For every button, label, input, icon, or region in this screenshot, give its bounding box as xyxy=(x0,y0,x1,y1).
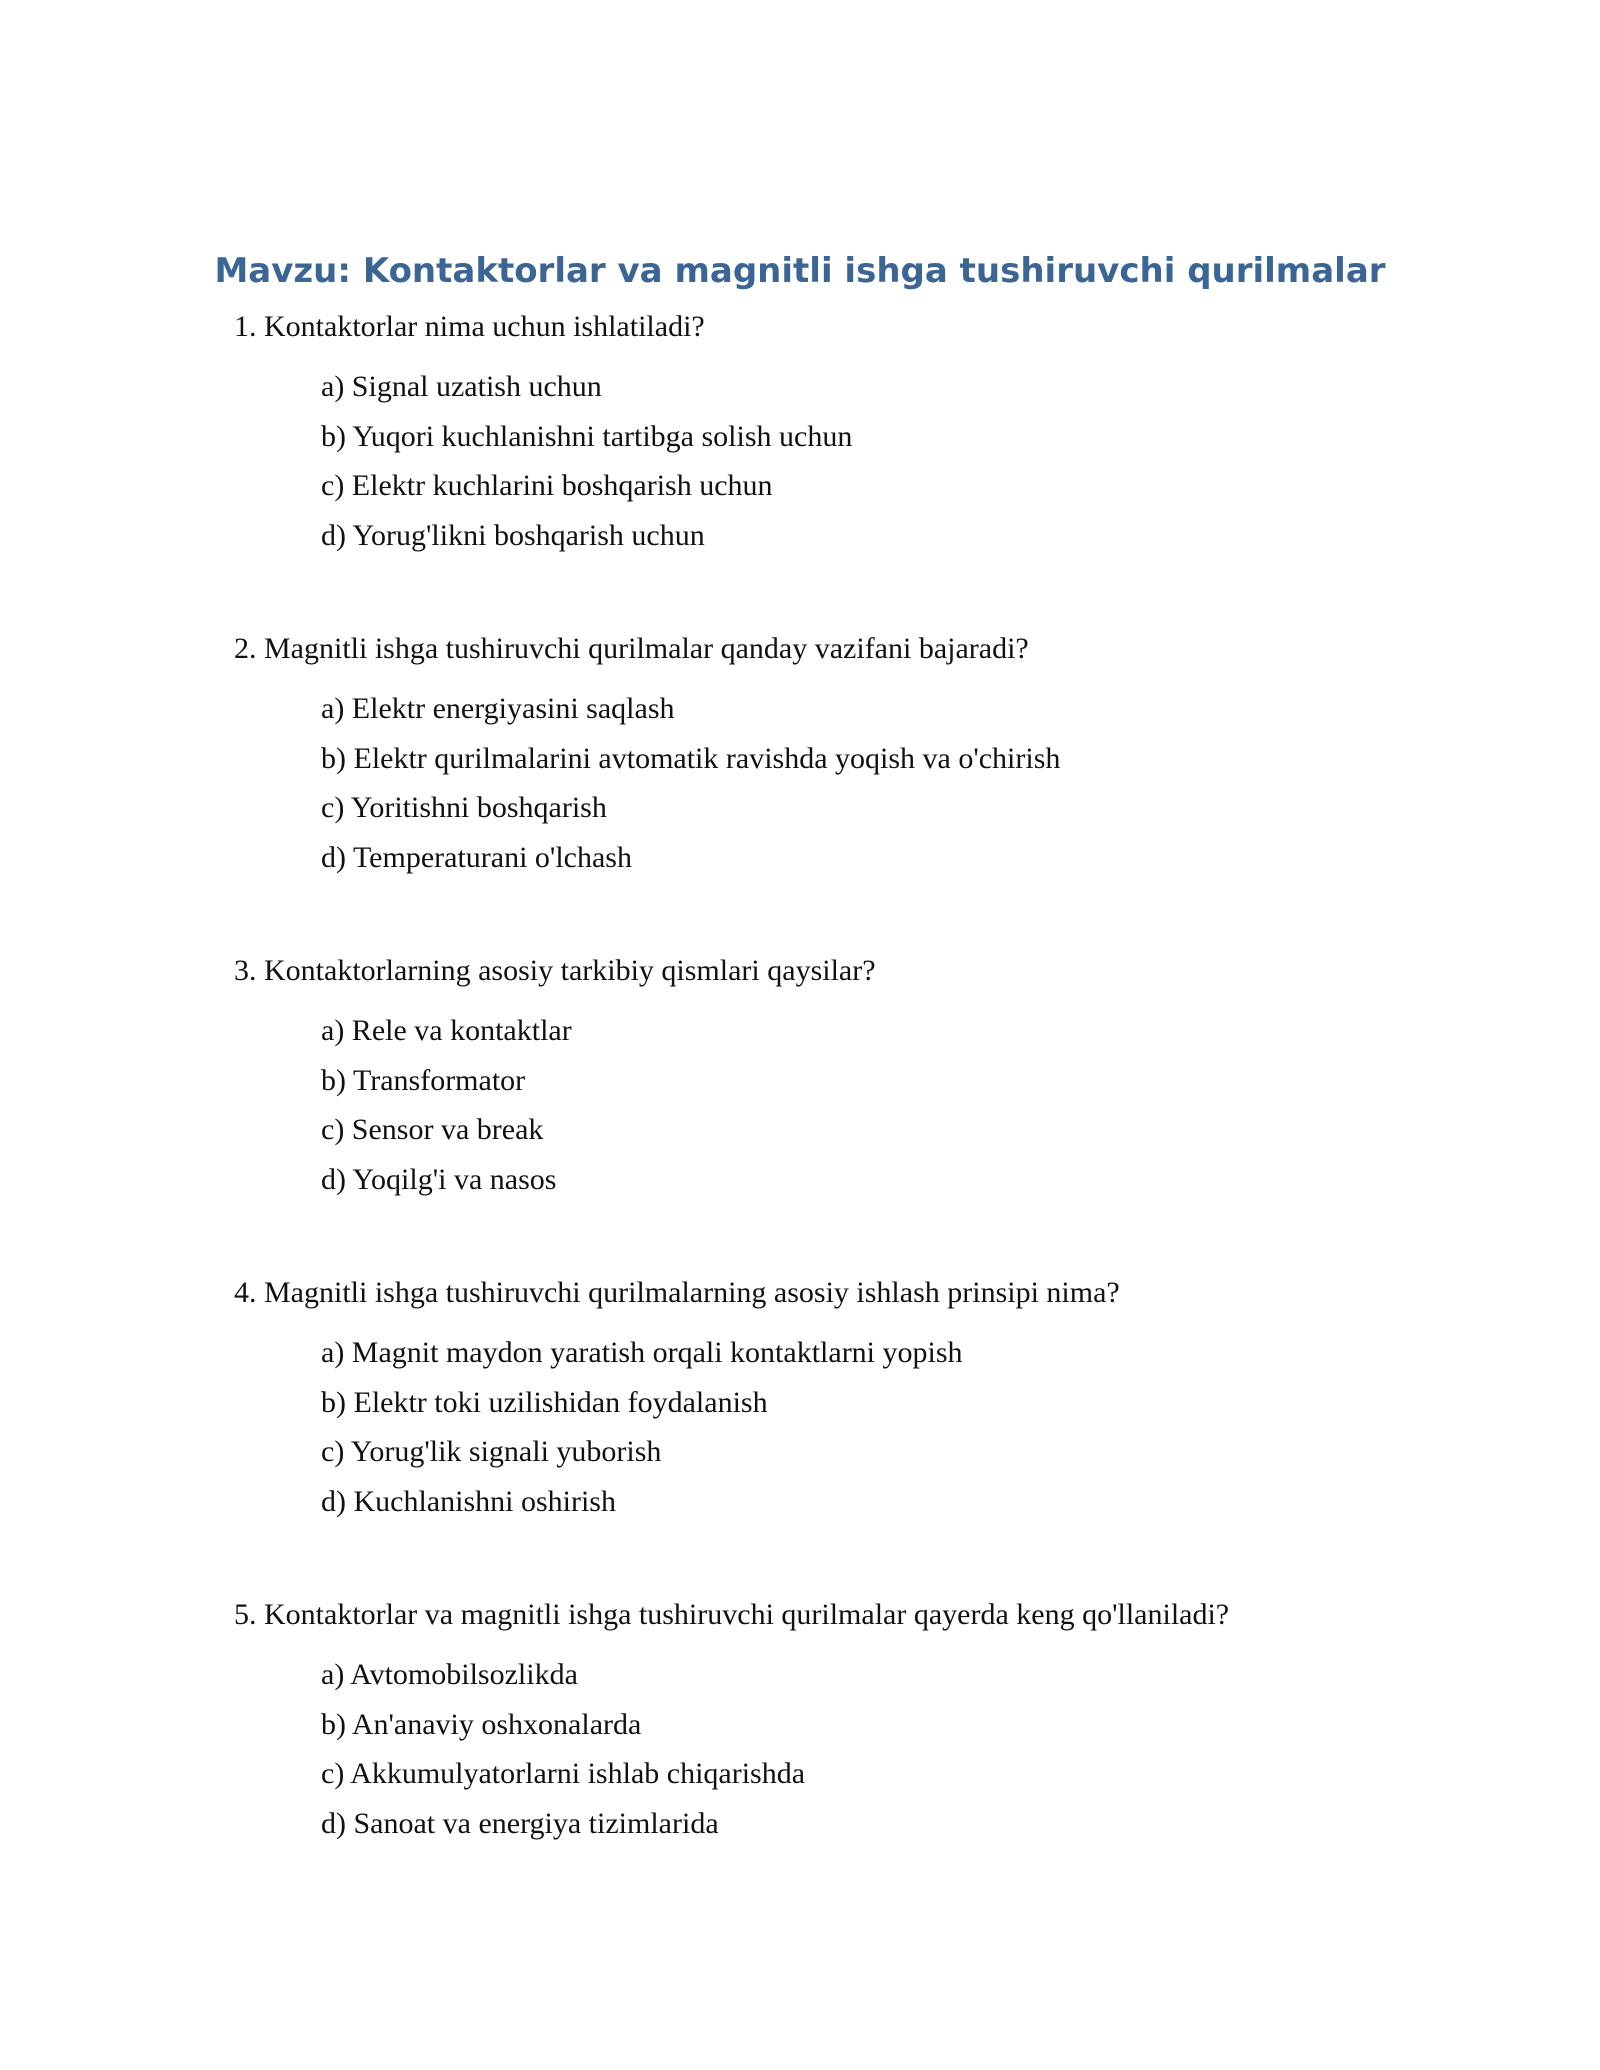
option-2c: c) Yoritishni boshqarish xyxy=(321,791,607,824)
document-title: Mavzu: Kontaktorlar va magnitli ishga tushiruvchi qurilmalar xyxy=(214,251,1386,291)
option-5b: b) An'anaviy oshxonalarda xyxy=(321,1707,642,1741)
options-question-2 xyxy=(321,684,1060,882)
question-2: 2. Magnitli ishga tushiruvchi qurilmalar qanday vazifani bajaradi? xyxy=(234,632,1029,665)
question-1: 1. Kontaktorlar nima uchun ishlatiladi? xyxy=(234,310,705,343)
option-3b: b) Transformator xyxy=(321,1063,526,1097)
option-5a: a) Avtomobilsozlikda xyxy=(321,1658,578,1691)
option-1d: d) Yorug'likni boshqarish uchun xyxy=(321,518,705,552)
options-question-4 xyxy=(321,1328,963,1526)
question-4: 4. Magnitli ishga tushiruvchi qurilmalarning asosiy ishlash prinsipi nima? xyxy=(234,1276,1120,1309)
option-2d: d) Temperaturani o'lchash xyxy=(321,840,632,874)
option-4c: c) Yorug'lik signali yuborish xyxy=(321,1435,662,1468)
question-3: 3. Kontaktorlarning asosiy tarkibiy qismlari qaysilar? xyxy=(234,954,876,987)
option-3a: a) Rele va kontaktlar xyxy=(321,1014,572,1047)
option-1a: a) Signal uzatish uchun xyxy=(321,370,602,403)
question-5: 5. Kontaktorlar va magnitli ishga tushiruvchi qurilmalar qayerda keng qo'llaniladi? xyxy=(234,1598,1230,1631)
option-1c: c) Elektr kuchlarini boshqarish uchun xyxy=(321,469,773,502)
option-4d: d) Kuchlanishni oshirish xyxy=(321,1484,616,1518)
options-question-3 xyxy=(321,1006,572,1204)
option-1b: b) Yuqori kuchlanishni tartibga solish uchun xyxy=(321,419,853,453)
option-4a: a) Magnit maydon yaratish orqali kontaktlarni yopish xyxy=(321,1336,963,1369)
option-4b: b) Elektr toki uzilishidan foydalanish xyxy=(321,1385,768,1419)
option-3d: d) Yoqilg'i va nasos xyxy=(321,1162,557,1196)
options-question-1 xyxy=(321,362,852,560)
option-2a: a) Elektr energiyasini saqlash xyxy=(321,692,675,725)
options-question-5 xyxy=(321,1650,805,1848)
option-2b: b) Elektr qurilmalarini avtomatik ravishda yoqish va o'chirish xyxy=(321,741,1061,775)
option-5d: d) Sanoat va energiya tizimlarida xyxy=(321,1806,719,1840)
option-5c: c) Akkumulyatorlarni ishlab chiqarishda xyxy=(321,1757,806,1790)
option-3c: c) Sensor va break xyxy=(321,1113,544,1146)
